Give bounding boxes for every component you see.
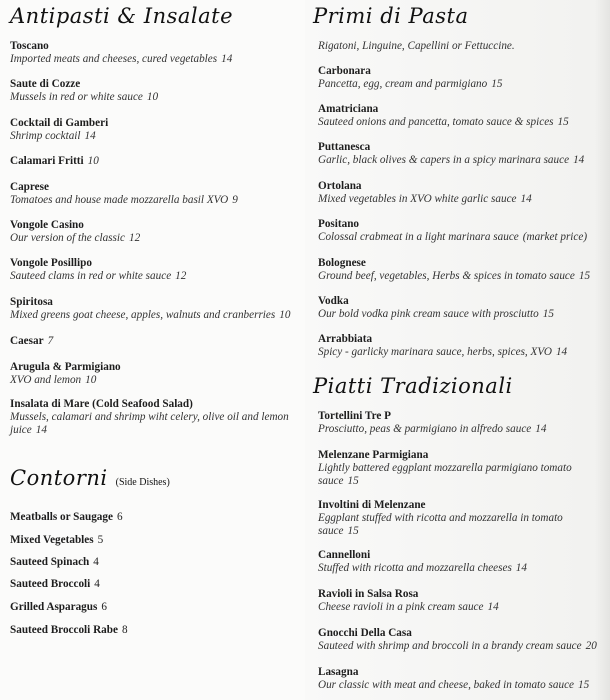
item-description xyxy=(318,679,603,692)
item-price: 12 xyxy=(128,232,141,244)
item-description xyxy=(318,270,610,283)
item-description-text: Prosciutto, peas & parmigiano in alfredo sauce xyxy=(318,423,532,435)
menu-item xyxy=(10,511,300,524)
item-description xyxy=(10,309,300,322)
item-name: Lasagna xyxy=(318,666,359,678)
item-description xyxy=(318,462,603,488)
item-description-text: Mixed vegetables in XVO white garlic sauce xyxy=(318,193,517,205)
item-name xyxy=(10,155,300,168)
item-description-text: Pancetta, egg, cream and parmigiano xyxy=(318,78,488,90)
menu-item xyxy=(10,40,300,66)
item-price: 5 xyxy=(97,534,104,546)
menu-item xyxy=(10,117,300,143)
item-name: Carbonara xyxy=(318,65,371,77)
menu-item xyxy=(10,534,300,547)
item-name: Mixed Vegetables xyxy=(10,534,94,546)
menu-item xyxy=(10,556,300,569)
item-price: 14 xyxy=(573,154,585,166)
menu-item xyxy=(318,549,603,575)
menu-item xyxy=(318,295,610,321)
item-name: Sauteed Broccoli Rabe xyxy=(10,624,118,636)
item-description-text: Garlic, black olives & capers in a spicy marinara sauce xyxy=(318,154,570,166)
item-name: Caprese xyxy=(10,181,49,193)
item-description-text: Mussels, calamari and shrimp wiht celery, olive oil and lemon juice xyxy=(10,411,289,436)
item-price: 10 xyxy=(146,91,159,103)
item-description xyxy=(10,194,300,207)
item-description xyxy=(10,270,300,283)
item-name: Melenzane Parmigiana xyxy=(318,449,429,461)
menu-item xyxy=(318,499,603,538)
menu-item xyxy=(318,410,603,436)
menu-item xyxy=(318,65,610,91)
menu-item xyxy=(10,601,300,614)
item-price: 4 xyxy=(93,556,99,568)
item-name: Positano xyxy=(318,218,360,230)
contorni-subtitle: (Side Dishes) xyxy=(115,477,170,488)
menu-item xyxy=(318,141,610,167)
item-name: Vodka xyxy=(318,295,349,307)
item-description xyxy=(318,231,610,244)
item-description xyxy=(318,640,603,653)
item-name: Gnocchi Della Casa xyxy=(318,627,412,639)
item-price: 14 xyxy=(221,53,233,65)
item-name: Sauteed Spinach xyxy=(10,556,90,568)
menu-item xyxy=(318,666,603,692)
menu-item xyxy=(10,361,300,387)
item-name: Meatballs or Saugage xyxy=(10,511,113,523)
item-price: 14 xyxy=(35,424,47,436)
item-description xyxy=(318,116,610,129)
menu-item xyxy=(10,257,300,283)
item-name: Bolognese xyxy=(318,257,366,269)
item-description xyxy=(10,232,300,245)
pasta-choices-note: Rigatoni, Linguine, Capellini or Fettuccine. xyxy=(318,40,515,52)
menu-item xyxy=(10,398,300,437)
menu-item xyxy=(318,627,603,653)
item-description-text: Colossal crabmeat in a light marinara sauce xyxy=(318,231,519,243)
item-description-text: Tomatoes and house made mozzarella basil XVO xyxy=(10,194,229,206)
item-description xyxy=(10,411,300,437)
item-name: Grilled Asparagus xyxy=(10,601,98,613)
menu-item xyxy=(10,578,300,591)
menu-item xyxy=(10,624,300,637)
item-description-text: Shrimp cocktail xyxy=(10,130,81,142)
item-description-text: Lightly battered eggplant mozzarella parmigiano tomato sauce xyxy=(318,462,572,487)
item-price: 15 xyxy=(557,116,569,128)
item-name-text: Calamari Fritti xyxy=(10,155,84,167)
item-price: 8 xyxy=(121,624,128,636)
item-description-text: Our classic with meat and cheese, baked in tomato sauce xyxy=(318,679,575,691)
item-price: 6 xyxy=(101,601,107,613)
menu-item xyxy=(318,588,603,614)
item-name: Amatriciana xyxy=(318,103,379,115)
item-description xyxy=(318,423,603,436)
menu-item xyxy=(318,333,610,359)
item-name: Ortolana xyxy=(318,180,362,192)
item-price: 7 xyxy=(47,335,54,347)
item-description xyxy=(318,78,610,91)
item-price: 10 xyxy=(87,155,99,167)
item-price: 15 xyxy=(347,525,359,537)
item-description xyxy=(318,193,610,206)
item-name: Vongole Posillipo xyxy=(10,257,92,269)
item-name: Spiritosa xyxy=(10,296,53,308)
item-price: 4 xyxy=(94,578,100,590)
item-name: Tortellini Tre P xyxy=(318,410,391,422)
item-description xyxy=(318,346,610,359)
item-name: Ravioli in Salsa Rosa xyxy=(318,588,419,600)
menu-item xyxy=(10,296,300,322)
item-price: 15 xyxy=(578,679,590,691)
item-name: Sauteed Broccoli xyxy=(10,578,91,590)
item-price: 10 xyxy=(85,374,97,386)
item-price: 20 xyxy=(585,640,597,652)
menu-item xyxy=(318,103,610,129)
item-description-text: Sauteed onions and pancetta, tomato sauce & spices xyxy=(318,116,554,128)
item-description xyxy=(10,374,300,387)
item-name: Arrabbiata xyxy=(318,333,373,345)
item-name: Puttanesca xyxy=(318,141,371,153)
item-description-text: Cheese ravioli in a pink cream sauce xyxy=(318,601,484,613)
menu-item xyxy=(318,218,610,244)
item-description-text: Spicy - garlicky marinara sauce, herbs, spices, XVO xyxy=(318,346,552,358)
item-description xyxy=(318,308,610,321)
item-price: 12 xyxy=(175,270,187,282)
item-description-text: Stuffed with ricotta and mozzarella cheeses xyxy=(318,562,512,574)
item-price: 6 xyxy=(116,511,123,523)
menu-item xyxy=(10,78,300,104)
item-description xyxy=(318,601,603,614)
item-description-text: Mixed greens goat cheese, apples, walnuts and cranberries xyxy=(10,309,276,321)
piatti-heading: Piatti Tradizionali xyxy=(313,374,513,398)
menu-item xyxy=(318,257,610,283)
menu-item xyxy=(10,155,300,168)
primi-heading: Primi di Pasta xyxy=(313,4,469,28)
item-name: Involtini di Melenzane xyxy=(318,499,426,511)
menu-item xyxy=(318,449,603,488)
item-price: 15 xyxy=(347,475,359,487)
antipasti-heading: Antipasti & Insalate xyxy=(10,4,234,28)
item-description-text: Sauteed with shrimp and broccoli in a brandy cream sauce xyxy=(318,640,582,652)
menu-item xyxy=(10,181,300,207)
item-description xyxy=(10,53,300,66)
item-name: Cannelloni xyxy=(318,549,371,561)
item-name: Arugula & Parmigiano xyxy=(10,361,121,373)
item-description xyxy=(10,130,300,143)
item-price: 9 xyxy=(232,194,238,206)
menu-item xyxy=(10,219,300,245)
item-name xyxy=(10,335,300,348)
menu-item xyxy=(318,180,610,206)
item-name: Vongole Casino xyxy=(10,219,84,231)
item-name: Insalata di Mare (Cold Seafood Salad) xyxy=(10,398,193,410)
menu-item xyxy=(10,335,300,348)
item-price: 14 xyxy=(520,193,532,205)
item-description-text: Sauteed clams in red or white sauce xyxy=(10,270,172,282)
item-price: 14 xyxy=(535,423,547,435)
contorni-title: Contorni xyxy=(10,466,108,490)
item-description xyxy=(318,562,603,575)
item-description-text: Our bold vodka pink cream sauce with prosciutto xyxy=(318,308,539,320)
item-description-text: XVO and lemon xyxy=(10,374,82,386)
item-price: 15 xyxy=(491,78,503,90)
item-description xyxy=(318,154,610,167)
item-description-text: Ground beef, vegetables, Herbs & spices in tomato sauce xyxy=(318,270,575,282)
item-description xyxy=(318,512,603,538)
item-description-text: Our version of the classic xyxy=(10,232,125,244)
right-column xyxy=(305,0,610,700)
item-price: 14 xyxy=(555,346,568,358)
item-price: 15 xyxy=(578,270,591,282)
item-price: 15 xyxy=(542,308,554,320)
item-name: Cocktail di Gamberi xyxy=(10,117,109,129)
item-price: 10 xyxy=(279,309,291,321)
contorni-heading xyxy=(10,466,170,490)
item-description-text: Imported meats and cheeses, cured vegetables xyxy=(10,53,218,65)
item-description-text: Eggplant stuffed with ricotta and mozzarella in tomato sauce xyxy=(318,512,563,537)
item-description xyxy=(10,91,300,104)
item-price: 14 xyxy=(84,130,96,142)
item-price: 14 xyxy=(487,601,499,613)
item-price: 14 xyxy=(515,562,527,574)
item-name-text: Caesar xyxy=(10,335,44,347)
item-description-text: Mussels in red or white sauce xyxy=(10,91,143,103)
item-price: (market price) xyxy=(522,231,588,243)
item-name: Saute di Cozze xyxy=(10,78,81,90)
item-name: Toscano xyxy=(10,40,49,52)
